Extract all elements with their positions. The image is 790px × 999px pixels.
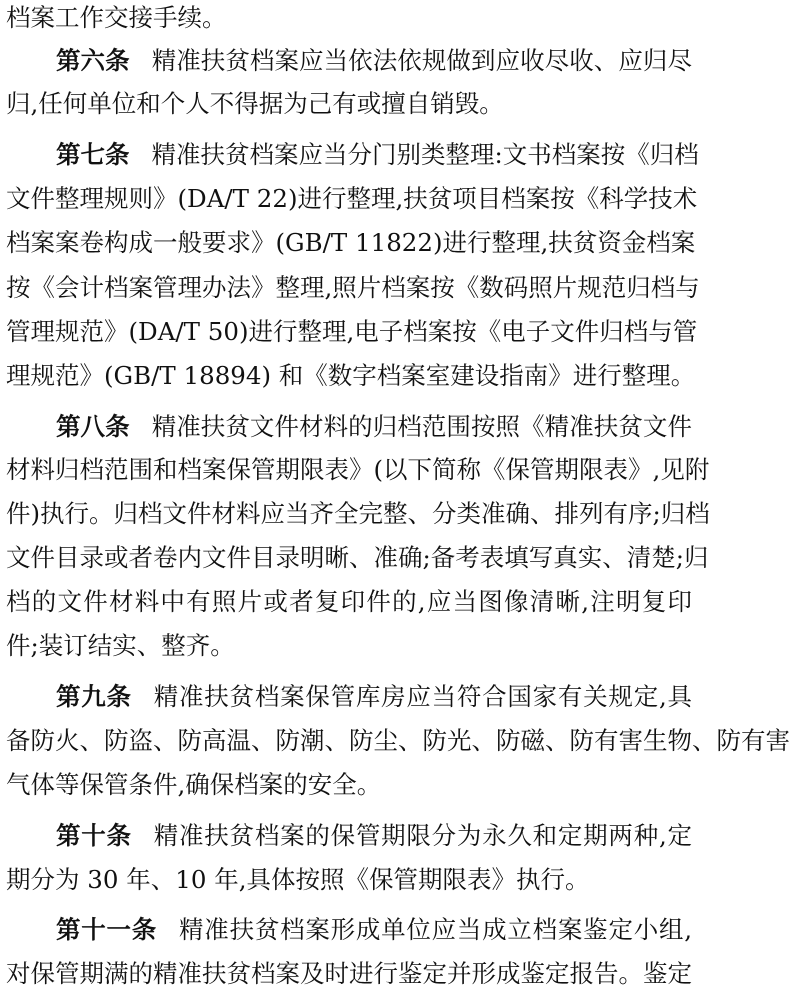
article-heading: 第十条 (56, 821, 132, 850)
text-line: 理规范》(GB/T 18894) 和《数字档案室建设指南》进行整理。 (6, 361, 696, 390)
article-seven-line: 第七条 精准扶贫档案应当分门别类整理:文书档案按《归档 (56, 140, 699, 169)
text-line: 件;装订结实、整齐。 (6, 631, 235, 660)
article-heading: 第十一条 (56, 915, 158, 944)
article-heading: 第七条 (56, 140, 130, 169)
article-six-line: 第六条 精准扶贫档案应当依法依规做到应收尽收、应归尽 (56, 46, 692, 75)
article-heading: 第六条 (56, 46, 130, 75)
text-line: 期分为 30 年、10 年,具体按照《保管期限表》执行。 (6, 865, 590, 894)
text-line: 档案工作交接手续。 (6, 3, 227, 32)
text-line: 对保管期满的精准扶贫档案及时进行鉴定并形成鉴定报告。鉴定 (6, 959, 692, 988)
text-line: 档的文件材料中有照片或者复印件的,应当图像清晰,注明复印 (6, 587, 692, 616)
text-line: 按《会计档案管理办法》整理,照片档案按《数码照片规范归档与 (6, 273, 700, 302)
article-heading: 第八条 (56, 412, 130, 441)
text-line: 文件整理规则》(DA/T 22)进行整理,扶贫项目档案按《科学技术 (6, 184, 698, 213)
text-line: 备防火、防盗、防高温、防潮、防尘、防光、防磁、防有害生物、防有害 (6, 726, 790, 755)
article-heading: 第九条 (56, 682, 132, 711)
article-eleven-line: 第十一条 精准扶贫档案形成单位应当成立档案鉴定小组, (56, 915, 693, 944)
text-line: 气体等保管条件,确保档案的安全。 (6, 770, 382, 799)
text-line: 档案案卷构成一般要求》(GB/T 11822)进行整理,扶贫资金档案 (6, 228, 696, 257)
text-line: 件)执行。归档文件材料应当齐全完整、分类准确、排列有序;归档 (6, 499, 710, 528)
article-nine-line: 第九条 精准扶贫档案保管库房应当符合国家有关规定,具 (56, 682, 692, 711)
text-line: 文件目录或者卷内文件目录明晰、准确;备考表填写真实、清楚;归 (6, 543, 709, 572)
article-ten-line: 第十条 精准扶贫档案的保管期限分为永久和定期两种,定 (56, 821, 692, 850)
text-line: 管理规范》(DA/T 50)进行整理,电子档案按《电子文件归档与管 (6, 317, 698, 346)
text-line: 材料归档范围和档案保管期限表》(以下简称《保管期限表》,见附 (6, 455, 710, 484)
text-line: 归,任何单位和个人不得据为己有或擅自销毁。 (6, 89, 504, 118)
article-eight-line: 第八条 精准扶贫文件材料的归档范围按照《精准扶贫文件 (56, 412, 692, 441)
